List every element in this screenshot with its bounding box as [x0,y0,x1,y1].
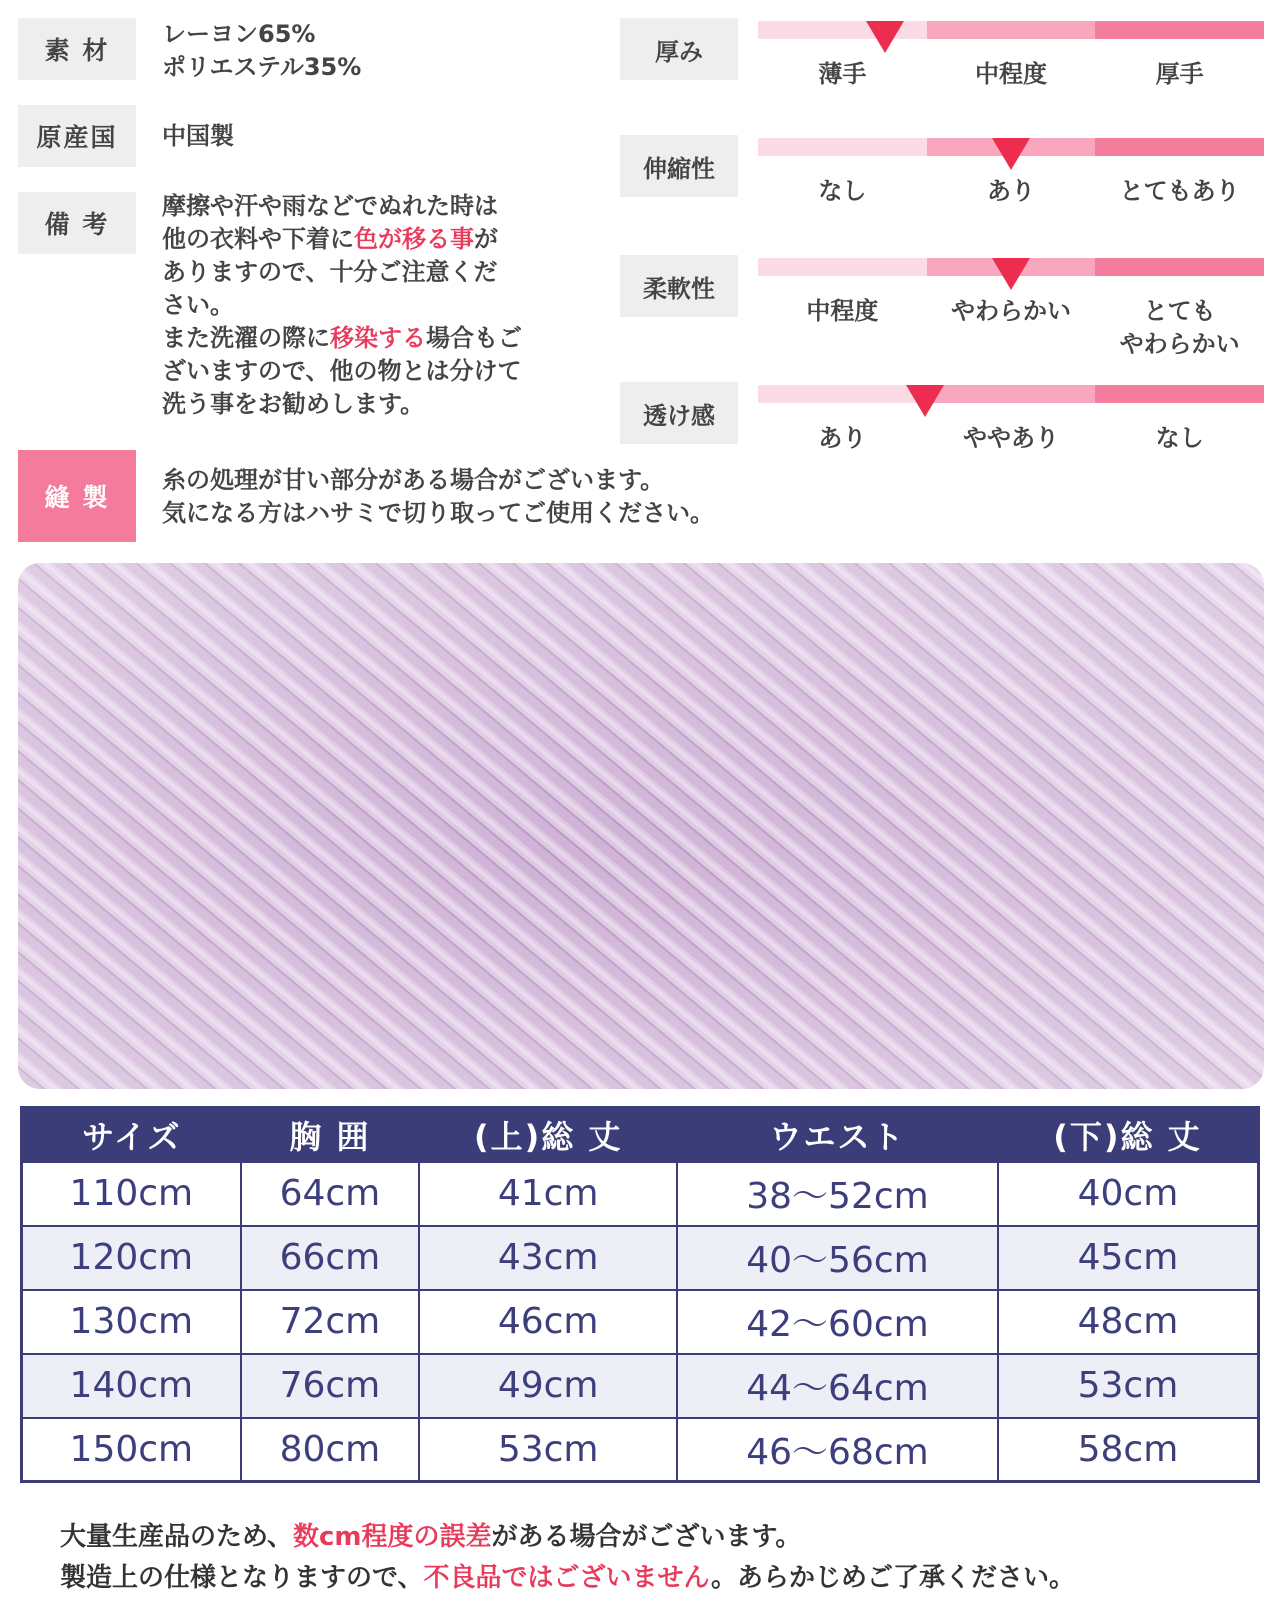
rating-scale-bar [758,385,1264,403]
table-cell: 48cm [998,1290,1259,1354]
size-table-header-row [22,1108,1259,1162]
rating-marker-icon [992,138,1030,170]
rating-scale-segment [1095,21,1264,39]
notes-line-4: さい。 [162,291,234,319]
table-cell: 45cm [998,1226,1259,1290]
rating-option: なし [1155,424,1204,452]
table-cell: 41cm [419,1162,677,1226]
rating-scale-segment [1095,258,1264,276]
color-transfer-warning: 色が移る事 [354,225,474,253]
sewing-line-1: 糸の処理が甘い部分がある場合がございます。 [162,466,665,494]
rating-option: ややあり [963,424,1059,452]
rating-scale-segment [758,258,927,276]
spec-value-origin: 中国製 [162,122,234,150]
rating-marker-icon [866,21,904,53]
table-cell: 58cm [998,1418,1259,1482]
table-cell: 38〜52cm [677,1162,998,1226]
table-cell: 130cm [22,1290,241,1354]
header-top-length: (上)総 丈 [419,1108,677,1162]
table-row [22,1290,1259,1354]
spec-value-sewing [162,464,714,530]
rating-marker-icon [992,258,1030,290]
rating-option: 薄手 [818,60,867,88]
table-cell: 46cm [419,1290,677,1354]
rating-scale-segment [1095,385,1264,403]
table-cell: 72cm [241,1290,419,1354]
rating-option: やわらかい [951,297,1071,325]
table-cell: 66cm [241,1226,419,1290]
spec-value-notes [162,190,522,421]
table-cell: 140cm [22,1354,241,1418]
tolerance-note: 大量生産品のため、数cm程度の誤差がある場合がございます。 [60,1522,802,1552]
notes-line-2: 他の衣料や下着に色が移る事が [162,225,498,253]
notes-line-6: ざいますので、他の物とは分けて [162,357,522,385]
table-cell: 49cm [419,1354,677,1418]
rating-option: 中程度 [975,60,1047,88]
rating-scale-bar [758,21,1264,39]
rating-label: 柔軟性 [620,255,738,317]
rating-scale-segment [758,385,927,403]
table-row [22,1226,1259,1290]
fabric-texture-svg [18,563,1264,1089]
table-row [22,1354,1259,1418]
rating-scale-segment [927,21,1096,39]
table-cell: 40cm [998,1162,1259,1226]
table-cell: 44〜64cm [677,1354,998,1418]
table-cell: 40〜56cm [677,1226,998,1290]
material-line-1: レーヨン65% [162,20,316,48]
rating-option: あり [818,424,867,452]
table-cell: 64cm [241,1162,419,1226]
rating-option: 中程度 [806,297,879,325]
table-cell: 76cm [241,1354,419,1418]
table-cell: 43cm [419,1226,677,1290]
rating-option: 厚手 [1155,60,1204,88]
header-bottom-length: (下)総 丈 [998,1108,1259,1162]
rating-marker-icon [906,385,944,417]
spec-value-material [162,18,361,84]
rating-label: 厚み [620,18,738,80]
notes-line-1: 摩擦や汗や雨などでぬれた時は [162,192,498,220]
table-cell: 53cm [998,1354,1259,1418]
spec-label-origin: 原産国 [18,105,136,167]
spec-label-notes: 備 考 [18,192,136,254]
rating-option: あり [987,177,1035,205]
spec-label-sewing: 縫 製 [18,450,136,542]
tolerance-highlight: 数cm程度の誤差 [292,1522,492,1552]
table-row [22,1418,1259,1482]
rating-option: なし [818,177,867,205]
not-defective-note: 製造上の仕様となりますので、不良品ではございません。あらかじめご了承ください。 [60,1563,1076,1593]
table-cell: 80cm [241,1418,419,1482]
header-waist: ウエスト [677,1108,998,1162]
rating-scale-segment [1095,138,1264,156]
table-cell: 42〜60cm [677,1290,998,1354]
spec-label-material: 素 材 [18,18,136,80]
notes-line-5: また洗濯の際に移染する場合もご [162,324,522,352]
notes-line-3: ありますので、十分ご注意くだ [162,258,498,286]
table-row [22,1162,1259,1226]
rating-label: 伸縮性 [620,135,738,197]
rating-option: とてもあり [1119,177,1240,205]
rating-scale-segment [758,138,927,156]
table-cell: 120cm [22,1226,241,1290]
header-size: サイズ [22,1108,241,1162]
notes-line-7: 洗う事をお勧めします。 [162,390,425,418]
header-chest: 胸 囲 [241,1108,419,1162]
sewing-line-2: 気になる方はハサミで切り取ってご使用ください。 [162,499,714,527]
table-cell: 110cm [22,1162,241,1226]
rating-option: とても やわらかい [1119,297,1240,358]
dye-transfer-warning: 移染する [330,324,426,352]
table-cell: 53cm [419,1418,677,1482]
table-cell: 46〜68cm [677,1418,998,1482]
table-cell: 150cm [22,1418,241,1482]
material-line-2: ポリエステル35% [162,53,362,81]
fabric-texture-image [18,563,1264,1089]
size-table [20,1106,1260,1483]
not-defective-highlight: 不良品ではございません [423,1563,712,1593]
rating-label: 透け感 [620,382,738,444]
rating-scale-segment [927,385,1096,403]
